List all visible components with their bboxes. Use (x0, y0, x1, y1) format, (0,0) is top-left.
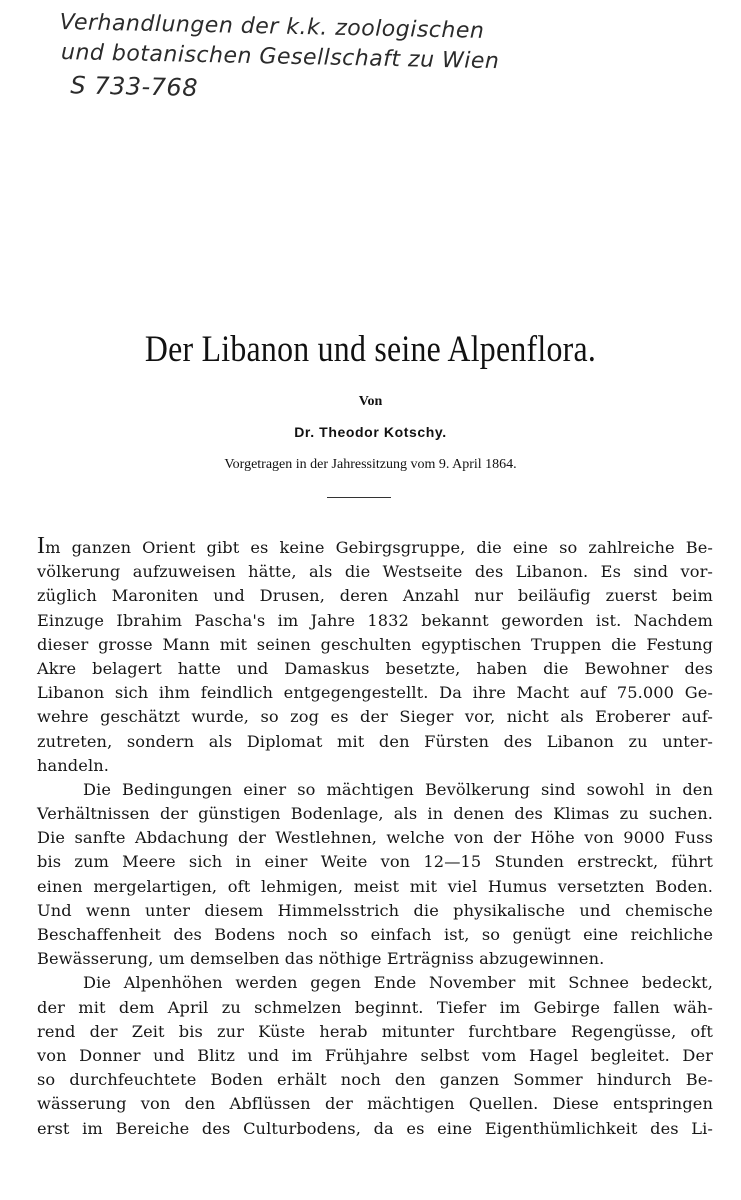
body-line: Bewässerung, um demselben das nöthige Erträgniss abzugewinnen. (37, 949, 605, 969)
body-line: Im ganzen Orient gibt es keine Gebirgsgruppe, die eine so zahlreiche Be- (37, 533, 713, 559)
body-line: zutreten, sondern als Diplomat mit den Fürsten des Libanon zu unter- (37, 731, 713, 751)
drop-initial: I (37, 533, 46, 559)
body-line: einen mergelartigen, oft lehmigen, meist mit viel Humus versetzten Boden. (37, 876, 713, 896)
body-line: bis zum Meere sich in einer Weite von 12—15 Stunden erstreckt, führt (37, 852, 713, 872)
body-line: dieser grosse Mann mit seinen geschulten egyptischen Truppen die Festung (37, 634, 713, 654)
body-line: handeln. (37, 755, 109, 775)
body-line: Die Alpenhöhen werden gegen Ende November mit Schnee bedeckt, (83, 973, 713, 993)
article-body (37, 533, 713, 1141)
body-line: völkerung aufzuweisen hätte, als die Westseite des Libanon. Es sind vor- (37, 562, 713, 582)
body-line: wehre geschätzt wurde, so zog es der Sieger vor, nicht als Eroberer auf- (37, 707, 713, 727)
body-line: züglich Maroniten und Drusen, deren Anzahl nur beiläufig zuerst beim (37, 586, 713, 606)
author-name: Dr. Theodor Kotschy. (294, 424, 447, 440)
body-line: Die sanfte Abdachung der Westlehnen, welche von der Höhe von 9000 Fuss (37, 828, 713, 848)
body-line: Libanon sich ihm feindlich entgegengestellt. Da ihre Macht auf 75.000 Ge- (37, 683, 713, 703)
body-line: rend der Zeit bis zur Küste herab mitunter furchtbare Regengüsse, oft (37, 1021, 713, 1041)
body-line: Einzuge Ibrahim Pascha's im Jahre 1832 bekannt geworden ist. Nachdem (37, 610, 713, 630)
body-line: Akre belagert hatte und Damaskus besetzte, haben die Bewohner des (37, 658, 713, 678)
handwritten-line-society: und botanischen Gesellschaft zu Wien (60, 40, 500, 75)
body-line: der mit dem April zu schmelzen beginnt. Tiefer im Gebirge fallen wäh- (37, 997, 713, 1017)
body-line: Die Bedingungen einer so mächtigen Bevölkerung sind sowohl in den (83, 779, 713, 799)
body-line: so durchfeuchtete Boden erhält noch den ganzen Sommer hindurch Be- (37, 1070, 713, 1090)
section-divider (327, 497, 391, 498)
body-line: von Donner und Blitz und im Frühjahre selbst vom Hagel begleitet. Der (37, 1045, 713, 1065)
delivery-note: Vorgetragen in der Jahressitzung vom 9. April 1864. (224, 457, 517, 472)
body-line: wässerung von den Abflüssen der mächtigen Quellen. Diese entspringen (37, 1094, 713, 1114)
handwritten-annotation (58, 8, 500, 111)
body-line: Und wenn unter diesem Himmelsstrich die physikalische und chemische (37, 900, 713, 920)
handwritten-line-journal: Verhandlungen der k.k. zoologischen (59, 9, 485, 44)
body-line: erst im Bereiche des Culturbodens, da es eine Eigenthümlichkeit des Li- (37, 1118, 713, 1138)
body-line: Verhältnissen der günstigen Bodenlage, als in denen des Klimas zu suchen. (37, 804, 713, 824)
article-title: Der Libanon und seine Alpenflora. (144, 329, 597, 370)
byline-von: Von (358, 394, 383, 409)
body-line: Beschaffenheit des Bodens noch so einfach ist, so genügt eine reichliche (37, 925, 713, 944)
handwritten-line-pages: S 733-768 (70, 71, 199, 102)
